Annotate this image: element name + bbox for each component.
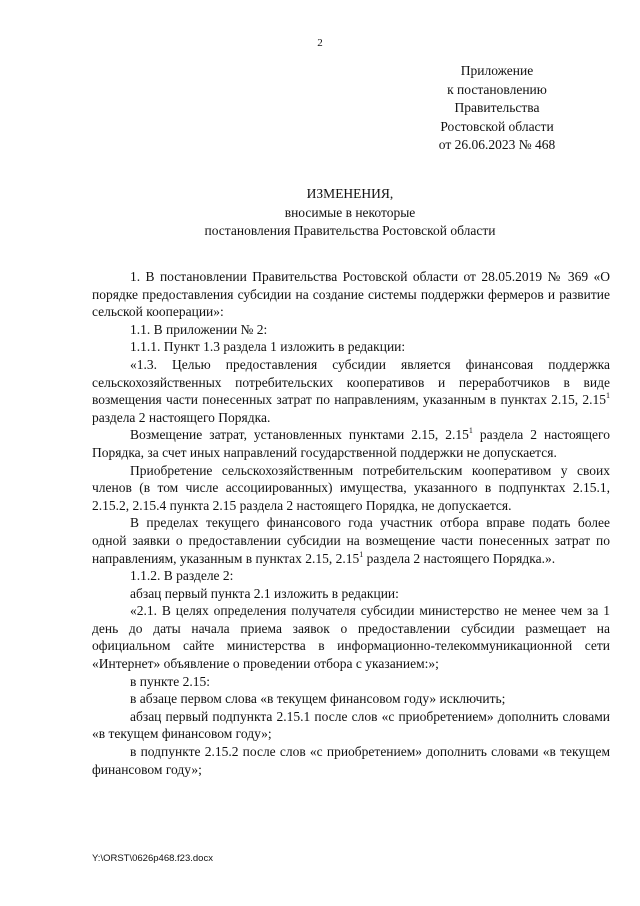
text-run: Возмещение затрат, установленных пунктами 2.15, 2.15: [130, 427, 469, 443]
appendix-line: Приложение: [460, 63, 534, 78]
document-body: [92, 268, 610, 778]
superscript: 1: [359, 549, 364, 559]
paragraph: 1.1. В приложении № 2:: [130, 321, 268, 337]
text-run: «1.3. Целью предоставления субсидии является финансовая поддержка сельскохозяйственных потребительских кооперативов и переработчиков в виде возмещения части понесенных затрат по направлениям, указанным в пунктах 2.15, 2.15: [92, 356, 610, 408]
text-run: раздела 2 настоящего Порядка.: [92, 409, 271, 425]
appendix-line: Ростовской области: [440, 118, 554, 134]
title-line: вносимые в некоторые: [284, 204, 416, 220]
paragraph: [92, 356, 610, 426]
paragraph: 1. В постановлении Правительства Ростовской области от 28.05.2019 № 369 «О порядке предоставления субсидии на создание системы поддержки фермеров и развитие сельской кооперации»:: [92, 269, 610, 320]
title-heading: ИЗМЕНЕНИЯ,: [306, 186, 394, 201]
paragraph: [92, 426, 610, 461]
superscript: 1: [468, 426, 473, 436]
paragraph: в подпункте 2.15.2 после слов «с приобретением» дополнить словами «в текущем финансовом году»;: [92, 744, 610, 777]
appendix-block: [412, 62, 582, 155]
title-line: постановления Правительства Ростовской области: [204, 223, 496, 238]
paragraph: абзац первый подпункта 2.15.1 после слов «с приобретением» дополнить словами «в текущем финансовом году»;: [92, 708, 610, 742]
paragraph: в абзаце первом слова «в текущем финансовом году» исключить;: [130, 691, 506, 707]
paragraph: [92, 514, 610, 567]
appendix-line: от 26.06.2023 № 468: [438, 137, 556, 152]
text-run: В пределах текущего финансового года участник отбора вправе подать более одной заявки о предоставлении субсидии на возмещение части понесенных затрат по направлениям, указанным в пунктах 2.15, 2.15: [92, 515, 610, 566]
file-path-footer: Y:\ORST\0626p468.f23.docx: [92, 853, 213, 864]
text-run: раздела 2 настоящего Порядка.».: [363, 550, 556, 566]
paragraph: 1.1.2. В разделе 2:: [130, 568, 234, 584]
paragraph: «2.1. В целях определения получателя субсидии министерство не менее чем за 1 день до даты начала приема заявок о предоставлении субсидии размещает на официальном сайте министерства в информационно-телекоммуникационной сети «Интернет» объявление о проведении отбора с указанием:»;: [92, 603, 610, 672]
superscript: 1: [606, 391, 610, 401]
paragraph: Приобретение сельскохозяйственным потребительским кооперативом у своих членов (в том числе ассоциированных) имущества, указанного в подпунктах 2.15.1, 2.15.2, 2.15.4 пункта 2.15 раздела 2 настоящего Порядка, не допускается.: [92, 462, 610, 513]
paragraph: абзац первый пункта 2.1 изложить в редакции:: [130, 585, 399, 601]
appendix-line: Правительства: [454, 100, 540, 115]
document-title: [70, 185, 630, 241]
page-number: 2: [317, 37, 323, 49]
paragraph: в пункте 2.15:: [130, 673, 210, 689]
appendix-line: к постановлению: [447, 81, 547, 97]
text-run: раздела 2 настоящего Порядка, за счет иных направлений государственной поддержки не допускается.: [92, 427, 610, 460]
paragraph: 1.1.1. Пункт 1.3 раздела 1 изложить в редакции:: [130, 339, 406, 355]
